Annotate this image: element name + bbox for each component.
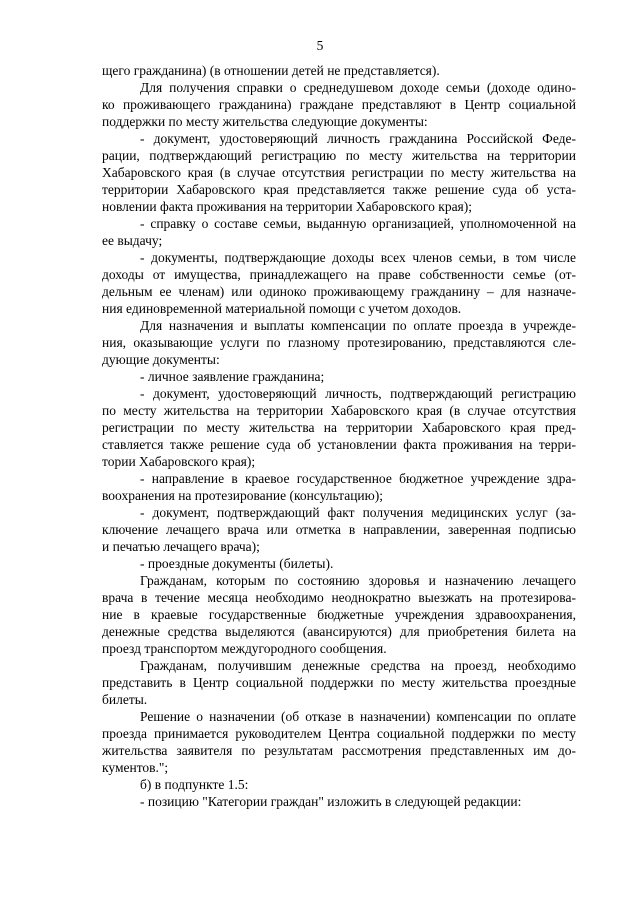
- text-line: проезд транспортом междугородного сообщения.: [102, 641, 387, 656]
- text-line: - документ, подтверждающий факт получения медицинских услуг (за-: [140, 505, 576, 520]
- text-line: регистрации по месту жительства на территории Хабаровского края пред-: [102, 420, 576, 435]
- text-line: - проездные документы (билеты).: [140, 556, 334, 571]
- text-line: ключение лечащего врача или отметка в направлении, заверенная подписью: [102, 522, 576, 537]
- text-line: поддержки по месту жительства следующие документы:: [102, 114, 428, 129]
- text-line: кументов.";: [102, 760, 169, 775]
- text-line: Гражданам, которым по состоянию здоровья и назначению лечащего: [140, 573, 576, 588]
- text-line: территории Хабаровского края представляется также решение суда об уста-: [102, 182, 576, 197]
- text-line: и печатью лечащего врача);: [102, 539, 260, 554]
- text-line: - документ, удостоверяющий личность гражданина Российской Феде-: [140, 131, 576, 146]
- text-line: проезда принимается руководителем Центра социальной поддержки по месту: [102, 726, 576, 741]
- text-line: дующие документы:: [102, 352, 220, 367]
- text-line: щего гражданина) (в отношении детей не представляется).: [102, 63, 440, 78]
- text-line: Гражданам, получившим денежные средства на проезд, необходимо: [140, 658, 576, 673]
- text-line: - документ, удостоверяющий личность, подтверждающий регистрацию: [140, 386, 576, 401]
- text-line: билеты.: [102, 692, 148, 707]
- text-line: - личное заявление гражданина;: [140, 369, 325, 384]
- page-number: 5: [316, 38, 324, 53]
- text-line: ее выдачу;: [102, 233, 163, 248]
- text-line: врача в течение месяца необходимо неоднократно выезжать на протезирова-: [102, 590, 576, 605]
- text-line: ния единовременной материальной помощи с учетом доходов.: [102, 301, 462, 316]
- document-text: [102, 62, 576, 810]
- text-line: - позицию "Категории граждан" изложить в следующей редакции:: [140, 794, 522, 809]
- text-line: воохранения на протезирование (консультацию);: [102, 488, 383, 503]
- text-line: ставляется также решение суда об установлении факта проживания на терри-: [102, 437, 576, 452]
- text-line: Для получения справки о среднедушевом доходе семьи (доходе одино-: [140, 80, 576, 95]
- text-line: новлении факта проживания на территории Хабаровского края);: [102, 199, 473, 214]
- text-line: Решение о назначении (об отказе в назначении) компенсации по оплате: [140, 709, 576, 724]
- text-line: денежные средства выделяются (авансируются) для приобретения билета на: [102, 624, 576, 639]
- text-line: Для назначения и выплаты компенсации по оплате проезда в учрежде-: [140, 318, 576, 333]
- text-line: Хабаровского края (в случае отсутствия регистрации по месту жительства на: [102, 165, 576, 180]
- text-line: тории Хабаровского края);: [102, 454, 256, 469]
- text-line: - справку о составе семьи, выданную организацией, уполномоченной на: [140, 216, 576, 231]
- text-line: дельным ее членам) или одиноко проживающему гражданину – для назначе-: [102, 284, 576, 299]
- text-line: по месту жительства на территории Хабаровского края (в случае отсутствия: [102, 403, 576, 418]
- text-line: ко проживающего гражданина) граждане представляют в Центр социальной: [102, 97, 576, 112]
- text-line: ния, оказывающие услуги по глазному протезированию, представляются сле-: [102, 335, 576, 350]
- text-line: рации, подтверждающий регистрацию по месту жительства на территории: [102, 148, 576, 163]
- text-line: - направление в краевое государственное бюджетное учреждение здра-: [140, 471, 576, 486]
- text-line: жительства заявителя по результатам рассмотрения представленных им до-: [102, 743, 576, 758]
- text-line: б) в подпункте 1.5:: [140, 777, 249, 792]
- text-line: доходы от имущества, принадлежащего на праве собственности семье (от-: [102, 267, 576, 282]
- text-line: ние в краевые государственные бюджетные учреждения здравоохранения,: [102, 607, 576, 622]
- text-line: - документы, подтверждающие доходы всех членов семьи, в том числе: [140, 250, 576, 265]
- text-line: представить в Центр социальной поддержки по месту жительства проездные: [102, 675, 576, 690]
